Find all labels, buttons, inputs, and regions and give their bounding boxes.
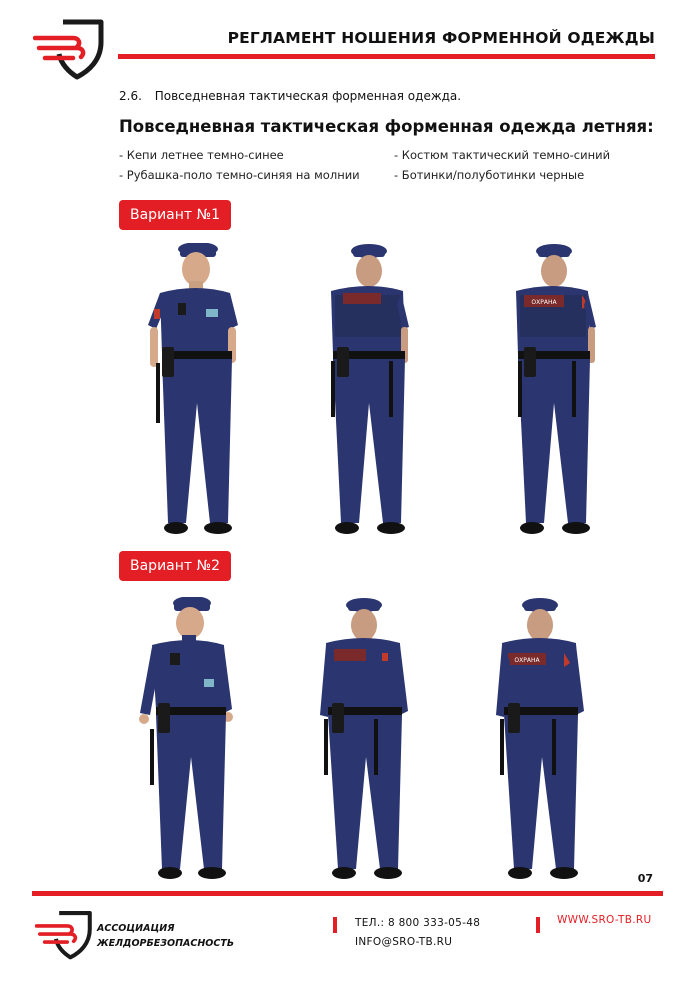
header-divider: [118, 54, 655, 59]
uniform-figure-back-long-sleeve: [494, 597, 589, 882]
list-item: - Кепи летнее темно-синее: [119, 148, 284, 162]
page-number: 07: [637, 872, 653, 885]
main-heading: Повседневная тактическая форменная одежда летняя:: [119, 117, 654, 136]
uniform-figure-back-left-long-sleeve: [318, 597, 413, 882]
organization-name: [97, 921, 234, 951]
back-patch-text: ОХРАНА: [531, 299, 557, 306]
footer-accent-bar: [333, 917, 337, 933]
section-title: Повседневная тактическая форменная одежда.: [154, 89, 462, 103]
contact-block: [355, 914, 480, 952]
page-header-title: РЕГЛАМЕНТ НОШЕНИЯ ФОРМЕННОЙ ОДЕЖДЫ: [227, 29, 655, 47]
section-number: 2.6.: [119, 89, 142, 103]
item-list-left: [119, 145, 360, 185]
phone-text: ТЕЛ.: 8 800 333-05-48: [355, 917, 481, 929]
variant-1-badge: Вариант №1: [119, 200, 231, 230]
back-patch-text: ОХРАНА: [514, 657, 540, 664]
uniform-figure-front: [140, 243, 240, 538]
variant-2-badge: Вариант №2: [119, 551, 231, 581]
footer-accent-bar: [536, 917, 540, 933]
radio-icon: [170, 653, 180, 665]
baton-icon: [156, 363, 160, 423]
organization-name-line1: АССОЦИАЦИЯ: [97, 923, 175, 934]
uniform-figure-front-long-sleeve: [136, 597, 236, 882]
list-item: - Рубашка-поло темно-синяя на молнии: [119, 168, 360, 182]
email-link[interactable]: INFO@SRO-TB.RU: [355, 936, 453, 948]
uniform-figure-back: [508, 243, 598, 538]
item-list-right: [394, 145, 610, 185]
holster-icon: [162, 347, 174, 377]
website-link[interactable]: WWW.SRO-TB.RU: [557, 914, 652, 926]
footer-shield-logo-icon: [35, 908, 93, 960]
organization-name-line2: ЖЕЛДОРБЕЗОПАСНОСТЬ: [97, 938, 235, 949]
list-item: - Ботинки/полуботинки черные: [394, 168, 585, 182]
section-heading: [119, 89, 461, 103]
shield-logo-icon: [33, 16, 105, 80]
footer-divider: [32, 891, 663, 896]
uniform-figure-back-left: [323, 243, 413, 538]
list-item: - Костюм тактический темно-синий: [394, 148, 611, 162]
